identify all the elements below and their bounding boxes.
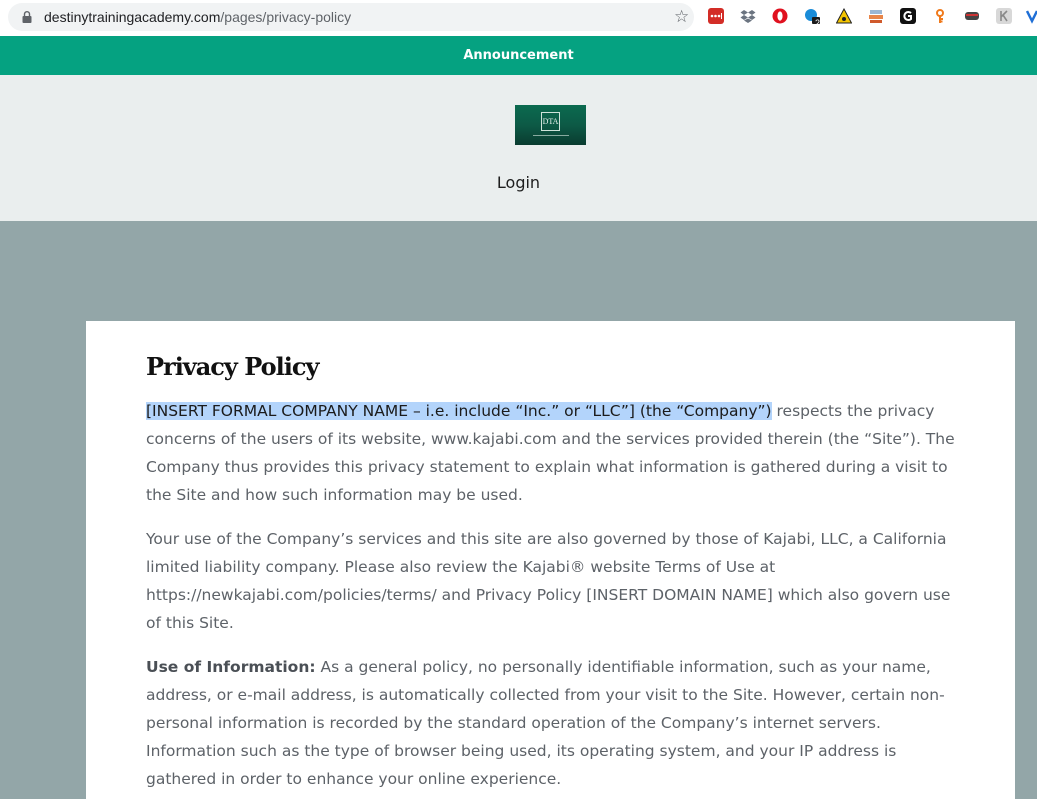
policy-paragraph-intro <box>146 397 958 509</box>
announcement-text[interactable]: Announcement <box>463 48 574 63</box>
warning-icon[interactable] <box>836 8 852 24</box>
address-bar[interactable] <box>8 3 694 31</box>
intro-text: respects the privacy concerns of the users of its website, www.kajabi.com and the services provided therein (the “Site”). The Company thus provides this privacy statement to explain what information is gathered during a visit to the Site and how such information may be used. <box>146 402 955 504</box>
policy-card <box>86 321 1015 799</box>
url-domain: destinytrainingacademy.com <box>44 9 221 25</box>
v-icon[interactable] <box>1026 8 1037 24</box>
opera-icon[interactable] <box>772 8 788 24</box>
login-link[interactable]: Login <box>496 173 541 192</box>
announcement-bar[interactable] <box>0 36 1037 75</box>
page-title: Privacy Policy <box>146 352 319 381</box>
url-text[interactable] <box>44 9 351 25</box>
section-label: Use of Information: <box>146 658 316 676</box>
mask-icon[interactable] <box>964 8 980 24</box>
browser-toolbar <box>0 0 1037 36</box>
g-icon[interactable] <box>900 8 916 24</box>
site-header <box>0 75 1037 221</box>
site-logo[interactable] <box>515 105 586 145</box>
url-path: /pages/privacy-policy <box>220 9 352 25</box>
policy-paragraph-governing: Your use of the Company’s services and this site are also governed by those of Kajabi, LLC, a California limited liability company. Please also review the Kajabi® website Terms of Use at https://newkajabi.com/policies/terms/ and Privacy Policy [INSERT DOMAIN NAME] which also govern use of this Site. <box>146 530 951 632</box>
lastpass-icon[interactable] <box>708 8 724 24</box>
lock-icon <box>22 11 32 23</box>
selected-text: [INSERT FORMAL COMPANY NAME – i.e. include “Inc.” or “LLC”] (the “Company”) <box>146 402 772 420</box>
k-icon[interactable] <box>996 8 1012 24</box>
dropbox-icon[interactable] <box>740 8 756 24</box>
stack-icon[interactable] <box>868 8 884 24</box>
logo-monogram: DTA <box>541 112 560 131</box>
star-icon[interactable]: ☆ <box>674 7 690 26</box>
logo-tagline-line <box>533 135 569 136</box>
policy-content <box>146 351 958 799</box>
extension-badge-count: 2 <box>815 18 821 28</box>
section-text: As a general policy, no personally identifiable information, such as your name, address, or e-mail address, is automatically collected from your visit to the Site. However, certain non-personal information is recorded by the standard operation of the Company’s internet servers. Information such as the type of browser being used, its operating system, and your IP address is gathered in order to enhance your online experience. <box>146 658 945 788</box>
policy-paragraph-use-of-information <box>146 653 958 793</box>
key-icon[interactable] <box>932 8 948 24</box>
